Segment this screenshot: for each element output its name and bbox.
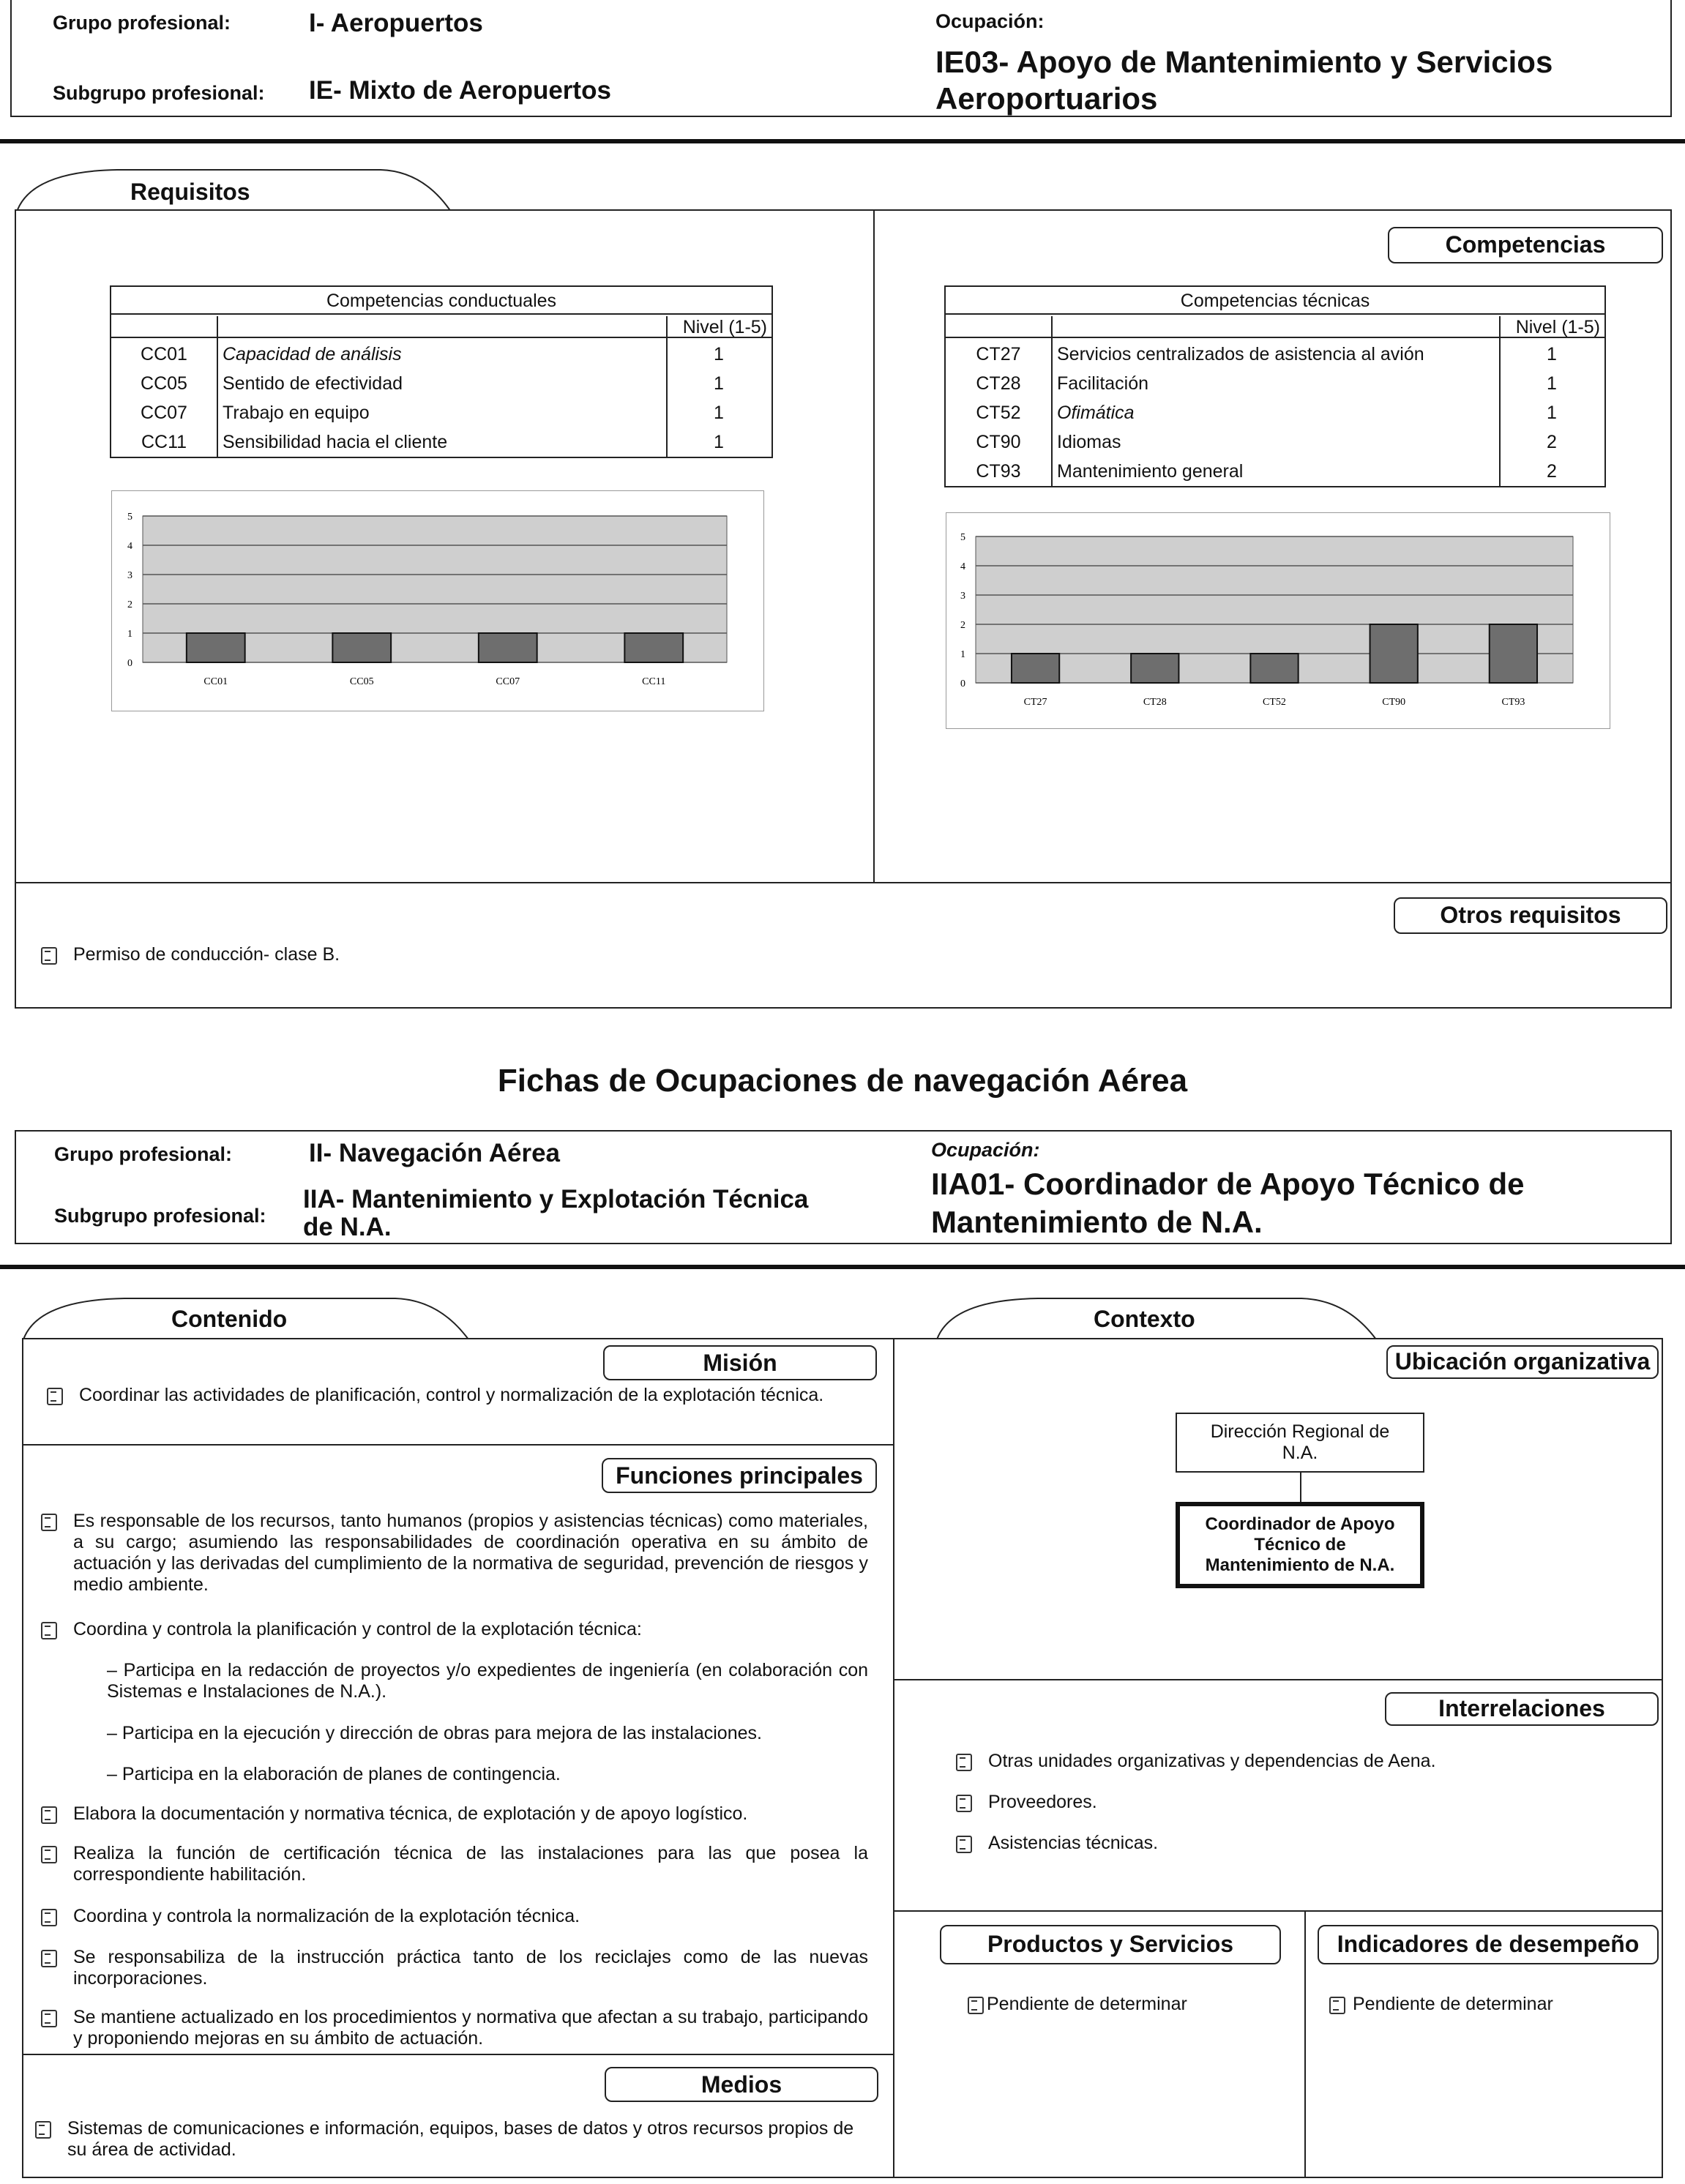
medios-divider <box>22 2054 894 2055</box>
productos-vdivider <box>1304 1910 1306 2178</box>
interrelacion-text: Otras unidades organizativas y dependencias de Aena. <box>988 1751 1436 1771</box>
ct-chart-frame <box>946 512 1610 729</box>
interrelacion-item <box>956 1751 1436 1772</box>
indicadores-text: Pendiente de determinar <box>1353 1994 1553 2014</box>
chart-x-tick: CT28 <box>1143 697 1167 708</box>
competency-row <box>946 369 1604 398</box>
grupo-value: I- Aeropuertos <box>309 9 483 37</box>
competency-name: Facilitación <box>1057 373 1149 394</box>
chart-x-tick: CT90 <box>1382 697 1406 708</box>
ubicacion-divider <box>893 1679 1663 1680</box>
cc-table-wrap <box>110 285 773 458</box>
requisitos-hdivider <box>15 882 1672 883</box>
chart-y-tick: 4 <box>960 561 965 572</box>
competency-name: Idiomas <box>1057 432 1121 452</box>
competency-level: 1 <box>714 432 724 452</box>
competency-code: CC11 <box>141 432 187 452</box>
chart-bar <box>624 633 683 662</box>
ocupacion2-line2: Mantenimiento de N.A. <box>931 1205 1263 1239</box>
chart-y-tick: 1 <box>127 629 132 640</box>
ocupacion-value <box>935 44 1553 117</box>
subfuncion-item <box>107 1660 868 1702</box>
contexto-tab-label: Contexto <box>1094 1306 1195 1332</box>
subgrupo-label: Subgrupo profesional: <box>53 82 265 104</box>
competency-level: 1 <box>1547 403 1557 423</box>
org-box-top <box>1176 1413 1424 1473</box>
bullet-icon <box>41 2010 57 2027</box>
contenido-tab-label: Contenido <box>171 1306 288 1332</box>
mision-divider <box>22 1444 894 1446</box>
funcion-text: Coordina y controla la planificación y control de la explotación técnica: <box>73 1619 642 1639</box>
chart-x-tick: CT27 <box>1023 697 1047 708</box>
competency-row <box>111 427 771 457</box>
subgrupo2-value <box>303 1186 808 1241</box>
competency-row <box>111 340 771 369</box>
competency-row <box>946 340 1604 369</box>
interrelacion-text: Asistencias técnicas. <box>988 1833 1159 1853</box>
chart-x-tick: CT52 <box>1263 697 1286 708</box>
funcion-item <box>41 2007 868 2049</box>
bullet-icon <box>35 2121 51 2139</box>
subfuncion-text: – Participa en la elaboración de planes de contingencia. <box>107 1764 561 1784</box>
competency-name: Sentido de efectividad <box>223 373 403 394</box>
ocupacion-line2: Aeroportuarios <box>935 81 1158 116</box>
competency-level: 1 <box>1547 344 1557 364</box>
funcion-text: Es responsable de los recursos, tanto humanos (propios y asistencias técnicas) como materiales, a su cargo; asumiendo las responsabilidades de coordinación operativa en su ámbito de actuación y las derivadas del cumplimiento de la normativa de seguridad, prevención de riesgos y medio ambiente. <box>73 1511 868 1595</box>
sheet2-header <box>15 1130 1672 1244</box>
cc-chart <box>112 491 765 712</box>
medios-pill: Medios <box>605 2067 878 2102</box>
chart-y-tick: 3 <box>127 570 132 581</box>
ocupacion-label: Ocupación: <box>935 10 1045 32</box>
bullet-icon <box>41 1514 57 1531</box>
bullet-icon <box>41 1950 57 1967</box>
bullet-icon <box>1329 1997 1345 2014</box>
chart-y-tick: 3 <box>960 591 965 602</box>
competency-name: Ofimática <box>1057 403 1135 423</box>
bullet-icon <box>41 1622 57 1639</box>
ubicacion-pill: Ubicación organizativa <box>1386 1345 1659 1379</box>
funcion-text: Elabora la documentación y normativa técnica, de explotación y de apoyo logístico. <box>73 1803 748 1824</box>
competency-name: Trabajo en equipo <box>223 403 370 423</box>
ct-nivel-header: Nivel (1-5) <box>1515 317 1600 337</box>
header-rule <box>0 139 1685 143</box>
competency-row <box>111 369 771 398</box>
bullet-icon <box>956 1836 972 1853</box>
chart-x-tick: CC07 <box>496 676 520 687</box>
chart-bar <box>1131 654 1178 683</box>
bullet-icon <box>968 1997 984 2014</box>
subgrupo-value: IE- Mixto de Aeropuertos <box>309 76 611 105</box>
ct-table-title: Competencias técnicas <box>946 287 1604 315</box>
cc-table-title: Competencias conductuales <box>111 287 771 315</box>
competency-level: 1 <box>714 344 724 364</box>
competency-row <box>946 427 1604 457</box>
grupo2-value: II- Navegación Aérea <box>309 1139 561 1167</box>
chart-y-tick: 1 <box>960 649 965 660</box>
competency-level: 1 <box>1547 373 1557 394</box>
productos-item <box>968 1994 1187 2015</box>
grupo-label: Grupo profesional: <box>53 12 231 34</box>
funcion-text: Coordina y controla la normalización de la explotación técnica. <box>73 1906 580 1926</box>
requisitos-tab-label: Requisitos <box>130 179 250 205</box>
competencias-pill: Competencias <box>1388 227 1663 263</box>
chart-bar <box>1250 654 1298 683</box>
competency-code: CT28 <box>976 373 1021 394</box>
competency-name: Servicios centralizados de asistencia al avión <box>1057 344 1424 364</box>
bullet-icon <box>956 1795 972 1812</box>
sheet1-header <box>10 0 1672 117</box>
funciones-pill: Funciones principales <box>602 1458 877 1493</box>
competency-row <box>946 398 1604 427</box>
competency-level: 2 <box>1547 461 1557 482</box>
chart-x-tick: CT93 <box>1501 697 1525 708</box>
competency-code: CT52 <box>976 403 1021 423</box>
cc-chart-frame <box>111 490 764 711</box>
chart-x-tick: CC11 <box>642 676 666 687</box>
requisitos-vdivider <box>873 209 875 883</box>
competency-row <box>946 457 1604 486</box>
competency-name: Mantenimiento general <box>1057 461 1244 482</box>
chart-bar <box>1490 624 1537 683</box>
grupo2-label: Grupo profesional: <box>54 1143 232 1165</box>
bullet-icon <box>956 1754 972 1771</box>
interrelaciones-pill: Interrelaciones <box>1385 1692 1659 1726</box>
chart-y-tick: 0 <box>127 658 132 669</box>
funcion-text: Realiza la función de certificación técnica de las instalaciones para las que posea la correspondiente habilitación. <box>73 1843 868 1885</box>
ocupacion2-value <box>931 1165 1525 1241</box>
ct-chart <box>946 513 1611 730</box>
ct-table-wrap <box>944 285 1606 487</box>
bullet-icon <box>41 1806 57 1824</box>
chart-bar <box>479 633 537 662</box>
bullet-icon <box>41 1846 57 1863</box>
chart-y-tick: 0 <box>960 678 965 689</box>
competency-code: CT90 <box>976 432 1021 452</box>
chart-y-tick: 2 <box>960 620 965 631</box>
subfuncion-item <box>107 1723 868 1744</box>
productos-pill: Productos y Servicios <box>940 1925 1281 1964</box>
ocupacion2-line1: IIA01- Coordinador de Apoyo Técnico de <box>931 1167 1525 1201</box>
chart-y-tick: 5 <box>960 532 965 543</box>
interrelaciones-divider <box>893 1910 1663 1912</box>
chart-x-tick: CC01 <box>203 676 228 687</box>
funcion-item <box>41 1803 868 1825</box>
chart-x-tick: CC05 <box>349 676 374 687</box>
subfuncion-item <box>107 1764 868 1785</box>
medios-item <box>35 2118 862 2161</box>
cc-nivel-header: Nivel (1-5) <box>682 317 767 337</box>
chart-y-tick: 2 <box>127 599 132 610</box>
competency-code: CC01 <box>141 344 187 364</box>
competency-code: CC07 <box>141 403 187 423</box>
ocupacion-line1: IE03- Apoyo de Mantenimiento y Servicios <box>935 45 1553 79</box>
funcion-item <box>41 1906 868 1927</box>
competency-code: CT93 <box>976 461 1021 482</box>
subfuncion-text: – Participa en la redacción de proyectos y/o expedientes de ingeniería (en colaboración con Sistemas e Instalaciones de N.A.). <box>107 1660 868 1702</box>
org-box-bottom <box>1176 1502 1424 1588</box>
interrelacion-item <box>956 1792 1097 1813</box>
competency-level: 1 <box>714 403 724 423</box>
funcion-item <box>41 1947 868 1989</box>
funcion-text: Se responsabiliza de la instrucción práctica tanto de los reciclajes como de las nuevas incorporaciones. <box>73 1947 868 1989</box>
section-title: Fichas de Ocupaciones de navegación Aérea <box>497 1063 1188 1099</box>
org-connector <box>1300 1473 1301 1502</box>
indicadores-item <box>1329 1994 1553 2015</box>
chart-y-tick: 4 <box>127 541 132 552</box>
chart-y-tick: 5 <box>127 512 132 523</box>
subgrupo2-line1: IIA- Mantenimiento y Explotación Técnica <box>303 1185 809 1213</box>
competency-row <box>111 398 771 427</box>
funcion-text: Se mantiene actualizado en los procedimientos y normativa que afectan a su trabajo, participando y proponiendo mejoras en su ámbito de actuación. <box>73 2007 868 2049</box>
bullet-icon <box>41 947 57 965</box>
funcion-item <box>41 1843 868 1885</box>
funcion-item <box>41 1511 868 1596</box>
subgrupo2-line2: de N.A. <box>303 1213 392 1241</box>
chart-bar <box>332 633 391 662</box>
ocupacion2-label: Ocupación: <box>931 1139 1040 1161</box>
otros-requisitos-pill: Otros requisitos <box>1394 897 1667 934</box>
indicadores-pill: Indicadores de desempeño <box>1318 1925 1659 1964</box>
otros-item <box>41 944 340 965</box>
bullet-icon <box>47 1388 63 1405</box>
subgrupo2-label: Subgrupo profesional: <box>54 1205 266 1227</box>
chart-bar <box>187 633 245 662</box>
header2-rule <box>0 1265 1685 1269</box>
otros-item-text: Permiso de conducción- clase B. <box>73 944 340 965</box>
subfuncion-text: – Participa en la ejecución y dirección de obras para mejora de las instalaciones. <box>107 1723 762 1743</box>
interrelacion-item <box>956 1833 1158 1854</box>
mision-item <box>47 1385 867 1406</box>
bullet-icon <box>41 1909 57 1926</box>
competency-level: 1 <box>714 373 724 394</box>
competency-name: Sensibilidad hacia el cliente <box>223 432 448 452</box>
medios-text: Sistemas de comunicaciones e información, equipos, bases de datos y otros recursos propios de su área de actividad. <box>67 2118 854 2160</box>
funcion-item <box>41 1619 868 1640</box>
org-top-text: Dirección Regional de N.A. <box>1210 1421 1390 1463</box>
competency-level: 2 <box>1547 432 1557 452</box>
mision-text: Coordinar las actividades de planificación, control y normalización de la explotación técnica. <box>79 1385 824 1405</box>
chart-bar <box>1012 654 1059 683</box>
interrelacion-text: Proveedores. <box>988 1792 1097 1812</box>
productos-text: Pendiente de determinar <box>987 1994 1187 2014</box>
competency-code: CC05 <box>141 373 187 394</box>
mision-pill: Misión <box>603 1345 877 1380</box>
chart-bar <box>1370 624 1418 683</box>
org-bottom-text: Coordinador de Apoyo Técnico de Mantenimiento de N.A. <box>1205 1514 1395 1575</box>
competency-code: CT27 <box>976 344 1021 364</box>
competency-name: Capacidad de análisis <box>223 344 402 364</box>
